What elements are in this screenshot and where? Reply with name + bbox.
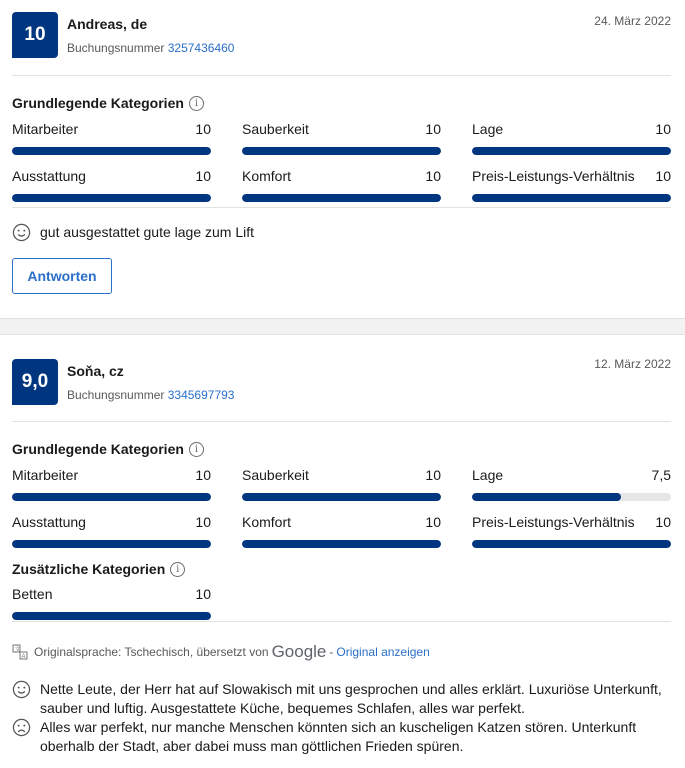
score-badge: 9,0 <box>12 359 58 405</box>
category-value: 10 <box>655 514 671 530</box>
category-value: 10 <box>195 121 211 137</box>
negative-comment: Alles war perfekt, nur manche Menschen könnten sich an kuscheligen Katzen stören. Unterkunft oberhalb der Stadt, aber dabei muss man göttlichen Frieden spüren. <box>12 718 671 756</box>
score-bar-fill <box>472 493 621 501</box>
category-preis-leistungs-verhältnis <box>472 514 671 561</box>
category-mitarbeiter <box>12 467 211 514</box>
score-bar-fill <box>12 540 211 548</box>
booking-number-link[interactable]: 3345697793 <box>167 388 235 402</box>
score-bar <box>242 540 441 548</box>
category-komfort <box>242 514 441 561</box>
score-bar-fill <box>242 493 441 501</box>
section-title: Zusätzliche Kategorien i <box>12 560 671 578</box>
reviewer-name: Soňa, cz <box>67 363 124 379</box>
category-ausstattung <box>12 168 211 215</box>
divider <box>12 421 671 422</box>
category-value: 10 <box>425 168 441 184</box>
booking-label: Buchungsnummer <box>67 388 165 402</box>
score-bar <box>472 147 671 155</box>
translation-note: 文 A Originalsprache: Tschechisch, übersetzt von Google - Original anzeigen <box>12 642 671 662</box>
review-header <box>12 12 671 58</box>
category-label: Komfort <box>242 514 292 530</box>
category-label: Komfort <box>242 168 292 184</box>
category-betten <box>12 586 211 633</box>
score-bar-fill <box>12 147 211 155</box>
score-bar <box>242 194 441 202</box>
score-badge: 10 <box>12 12 58 58</box>
google-logo: Google <box>271 642 327 661</box>
category-sauberkeit <box>242 467 441 514</box>
category-label: Ausstattung <box>12 514 86 530</box>
score-bar-fill <box>242 540 441 548</box>
category-grid <box>12 467 671 561</box>
category-preis-leistungs-verhältnis <box>472 168 671 215</box>
score-bar <box>242 493 441 501</box>
category-value: 10 <box>655 168 671 184</box>
category-value: 10 <box>425 467 441 483</box>
score-bar-fill <box>242 147 441 155</box>
category-komfort <box>242 168 441 215</box>
review-header <box>12 359 671 405</box>
category-value: 10 <box>195 467 211 483</box>
score-bar-fill <box>242 194 441 202</box>
category-value: 10 <box>425 514 441 530</box>
category-ausstattung <box>12 514 211 561</box>
info-icon[interactable]: i <box>189 96 204 111</box>
score-bar-fill <box>472 194 671 202</box>
category-label: Ausstattung <box>12 168 86 184</box>
category-label: Mitarbeiter <box>12 121 79 137</box>
category-label: Lage <box>472 121 504 137</box>
score-bar <box>12 147 211 155</box>
category-value: 10 <box>195 168 211 184</box>
score-bar <box>242 147 441 155</box>
category-value: 10 <box>195 586 211 602</box>
translate-icon <box>12 644 28 660</box>
category-label: Betten <box>12 586 53 602</box>
booking-label: Buchungsnummer <box>67 41 165 55</box>
category-sauberkeit <box>242 121 441 168</box>
show-original-link[interactable]: Original anzeigen <box>336 645 430 659</box>
booking-number-link[interactable]: 3257436460 <box>167 41 235 55</box>
svg-text:文: 文 <box>14 647 21 653</box>
category-lage <box>472 467 671 514</box>
category-value: 10 <box>425 121 441 137</box>
smile-icon <box>12 223 31 242</box>
review-date: 12. März 2022 <box>594 357 671 371</box>
reply-button[interactable]: Antworten <box>12 258 112 294</box>
category-value: 10 <box>195 514 211 530</box>
info-icon[interactable]: i <box>189 442 204 457</box>
extra-category-grid <box>12 586 671 633</box>
category-label: Preis-Leistungs-Verhältnis <box>472 168 635 184</box>
section-title: Grundlegende Kategorien i <box>12 94 671 112</box>
category-label: Sauberkeit <box>242 467 309 483</box>
category-mitarbeiter <box>12 121 211 168</box>
score-bar-fill <box>12 612 211 620</box>
section-separator <box>0 318 685 335</box>
category-value: 7,5 <box>651 467 671 483</box>
score-bar <box>472 540 671 548</box>
frown-icon <box>12 718 31 737</box>
category-label: Mitarbeiter <box>12 467 79 483</box>
category-label: Lage <box>472 467 504 483</box>
reviewer-name: Andreas, de <box>67 16 148 32</box>
score-bar <box>12 194 211 202</box>
info-icon[interactable]: i <box>170 562 185 577</box>
svg-text:A: A <box>21 654 26 660</box>
review-card-1 <box>0 0 685 294</box>
score-bar <box>472 194 671 202</box>
divider <box>12 75 671 76</box>
section-title: Grundlegende Kategorien i <box>12 440 671 458</box>
positive-comment: Nette Leute, der Herr hat auf Slowakisch mit uns gesprochen und alles erklärt. Luxuriöse Unterkunft, sauber und luftig. Ausgestattete Küche, bequemes Schlafen, alles war perfekt. <box>12 680 671 718</box>
category-label: Preis-Leistungs-Verhältnis <box>472 514 635 530</box>
review-card-2 <box>0 335 685 756</box>
score-bar <box>12 493 211 501</box>
score-bar <box>472 493 671 501</box>
score-bar <box>12 540 211 548</box>
category-label: Sauberkeit <box>242 121 309 137</box>
score-bar-fill <box>12 194 211 202</box>
smile-icon <box>12 680 31 699</box>
score-bar <box>12 612 211 620</box>
category-grid <box>12 121 671 215</box>
score-bar-fill <box>472 540 671 548</box>
category-lage <box>472 121 671 168</box>
score-bar-fill <box>472 147 671 155</box>
category-value: 10 <box>655 121 671 137</box>
score-bar-fill <box>12 493 211 501</box>
positive-comment: gut ausgestattet gute lage zum Lift <box>12 223 671 242</box>
review-date: 24. März 2022 <box>594 14 671 28</box>
